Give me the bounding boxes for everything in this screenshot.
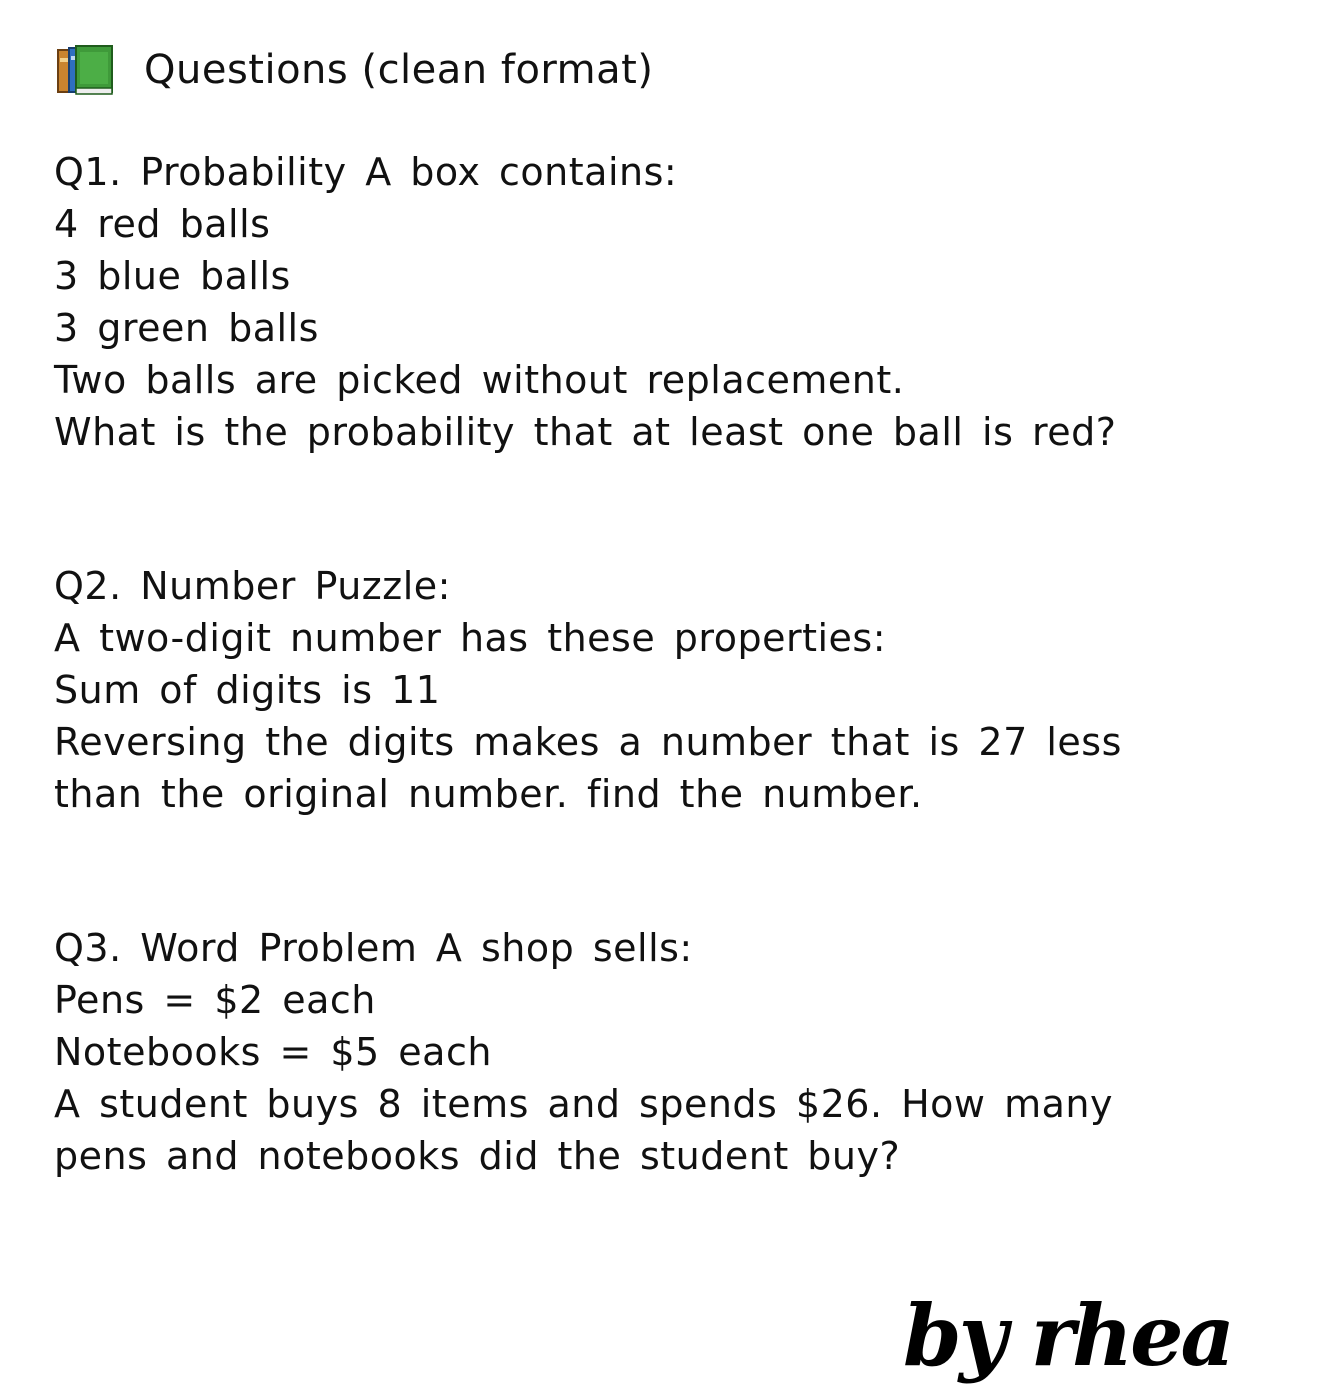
- books-icon: [56, 44, 116, 96]
- question-3-line: Notebooks = $5 each: [54, 1030, 492, 1074]
- question-2: [54, 560, 1294, 820]
- question-1-line: 4 red balls: [54, 202, 271, 246]
- header: [56, 40, 653, 100]
- question-1-heading: Q1. Probability A box contains:: [54, 150, 678, 194]
- question-2-line: A two-digit number has these properties:: [54, 616, 887, 660]
- question-3-line: A student buys 8 items and spends $26. How many: [54, 1082, 1113, 1126]
- question-1: [54, 146, 1294, 458]
- question-1-line: Two balls are picked without replacement.: [54, 358, 905, 402]
- question-1-line: What is the probability that at least one ball is red?: [54, 410, 1117, 454]
- question-1-line: 3 blue balls: [54, 254, 291, 298]
- question-3-line: pens and notebooks did the student buy?: [54, 1134, 901, 1178]
- question-3-line: Pens = $2 each: [54, 978, 376, 1022]
- question-2-line: Reversing the digits makes a number that is 27 less: [54, 720, 1122, 764]
- question-3: [54, 922, 1294, 1182]
- question-3-heading: Q3. Word Problem A shop sells:: [54, 926, 693, 970]
- author-signature: by rhea: [903, 1286, 1232, 1385]
- question-2-line: Sum of digits is 11: [54, 668, 441, 712]
- question-1-line: 3 green balls: [54, 306, 319, 350]
- page-title: Questions (clean format): [144, 47, 654, 93]
- question-2-heading: Q2. Number Puzzle:: [54, 564, 451, 608]
- question-2-line: than the original number. find the number.: [54, 772, 923, 816]
